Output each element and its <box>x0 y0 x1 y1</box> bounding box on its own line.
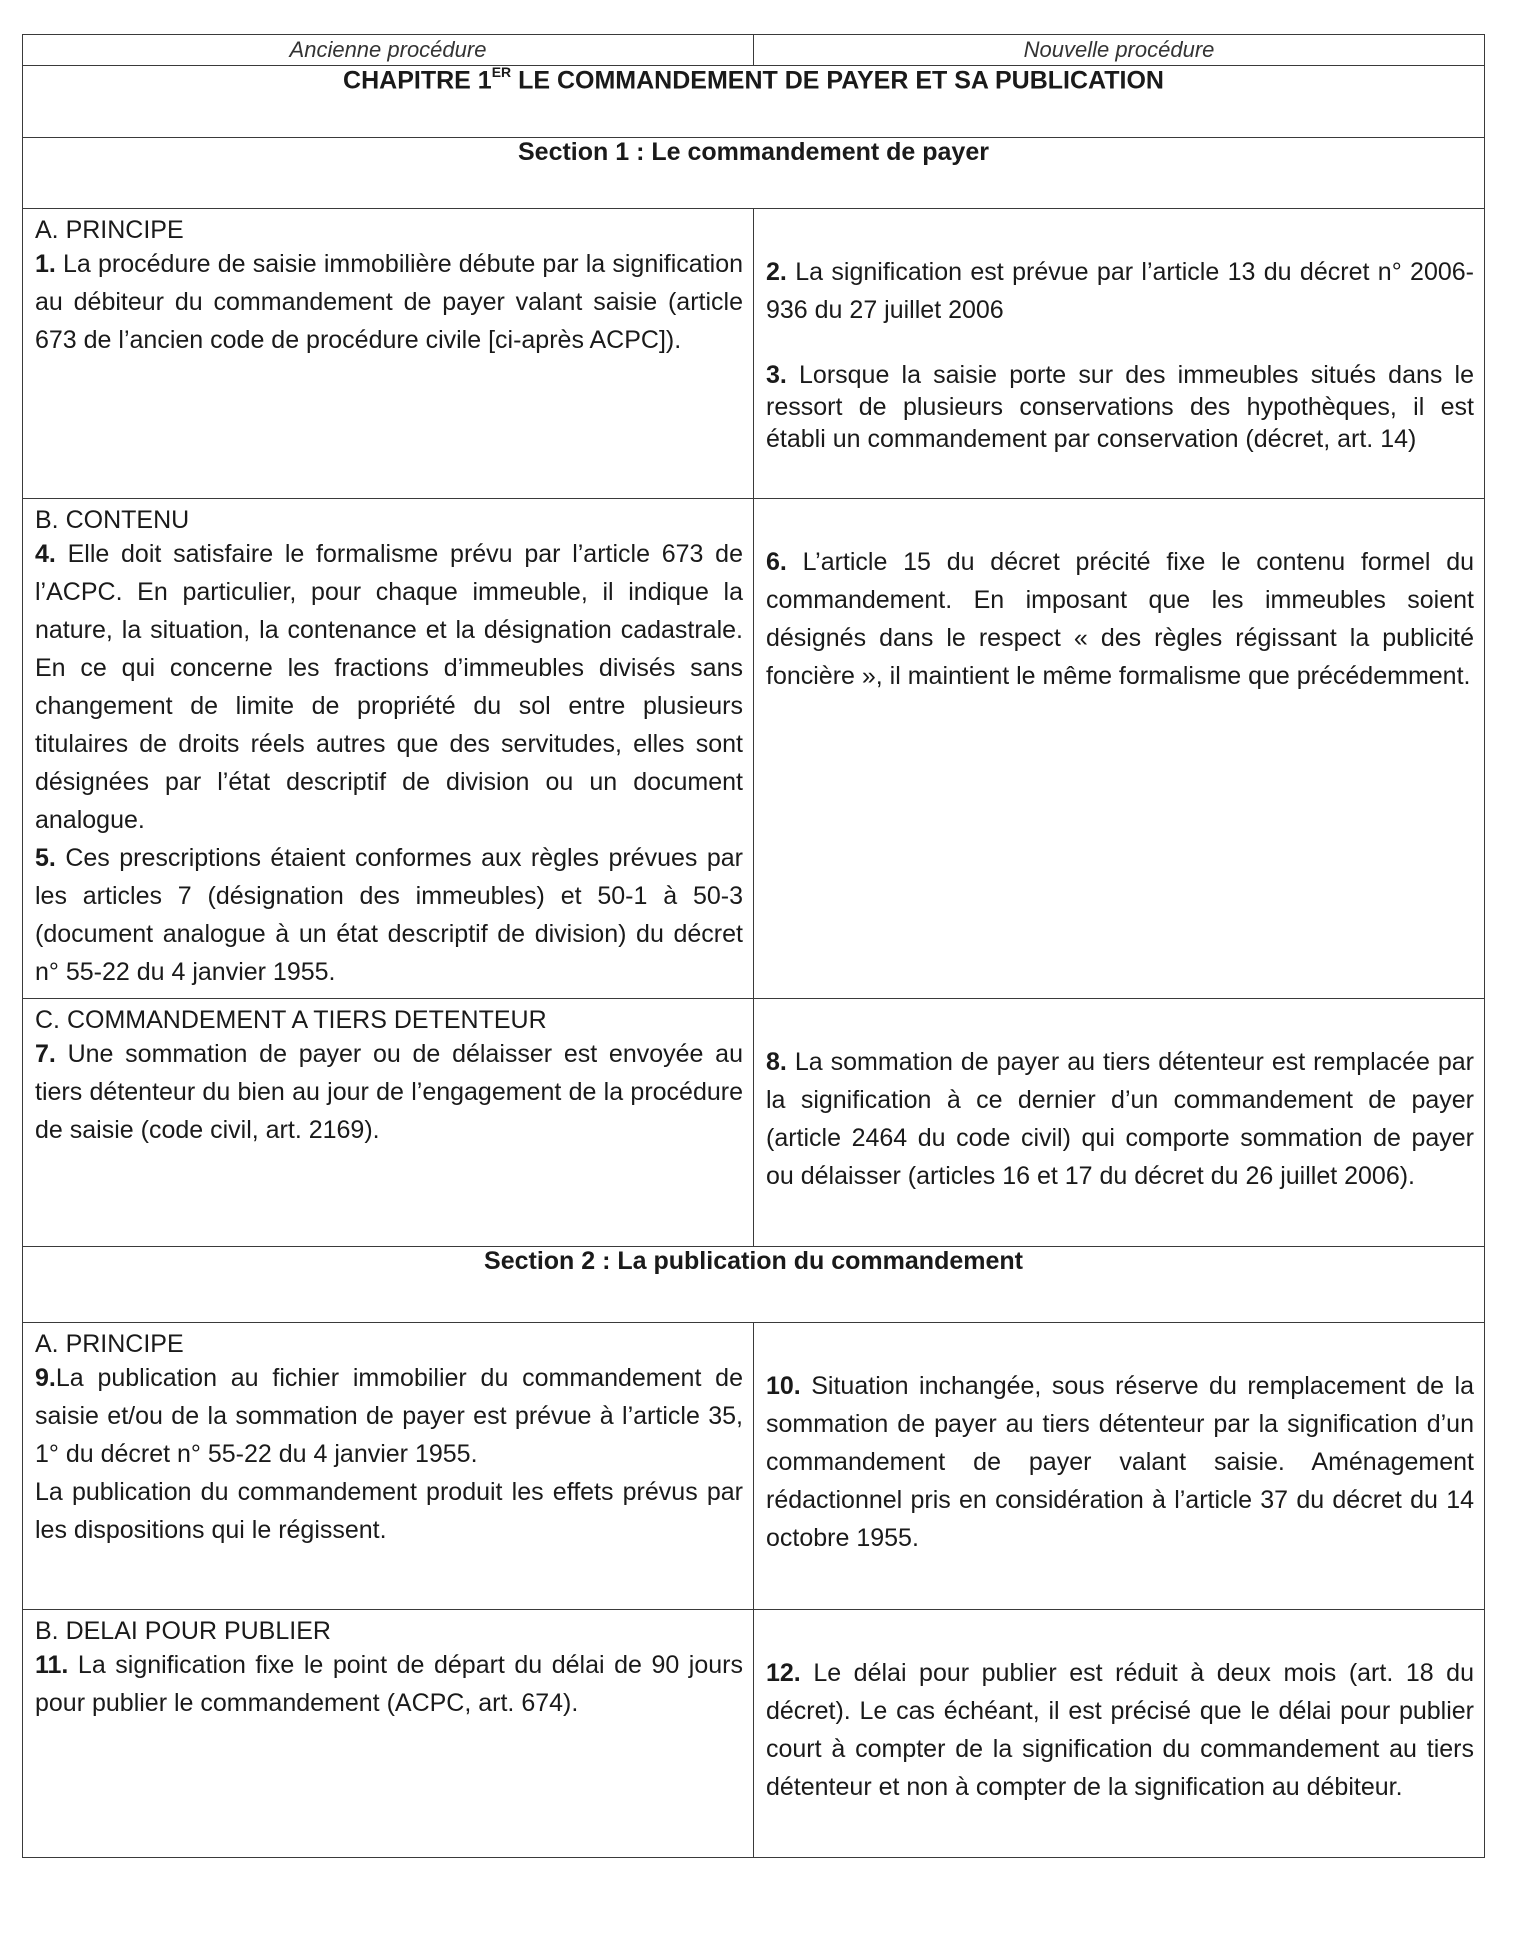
table-row <box>23 499 1485 999</box>
section-row <box>23 138 1485 209</box>
paragraph: La publication du commandement produit les effets prévus par les dispositions qui le régissent. <box>35 1478 743 1544</box>
new-procedure-cell <box>754 1610 1485 1858</box>
chapter-title: CHAPITRE 1ER LE COMMANDEMENT DE PAYER ET SA PUBLICATION <box>23 66 1485 138</box>
paragraph: 1. La procédure de saisie immobilière débute par la signification au débiteur du commandement de payer valant saisie (article 673 de l’ancien code de procédure civile [ci-après ACPC]). <box>35 250 743 354</box>
old-procedure-cell <box>23 499 754 999</box>
paragraph: 11. La signification fixe le point de départ du délai de 90 jours pour publier le commandement (ACPC, art. 674). <box>35 1651 743 1717</box>
new-procedure-cell <box>754 499 1485 999</box>
paragraph: 9.La publication au fichier immobilier du commandement de saisie et/ou de la sommation de payer est prévue à l’article 35, 1° du décret n° 55-22 du 4 janvier 1955. <box>35 1364 743 1468</box>
old-procedure-cell <box>23 1610 754 1858</box>
block-heading: A. PRINCIPE <box>35 216 184 244</box>
chapter-row <box>23 66 1485 138</box>
paragraph: 3. Lorsque la saisie porte sur des immeubles situés dans le ressort de plusieurs conservations des hypothèques, il est établi un commandement par conservation (décret, art. 14) <box>766 361 1474 453</box>
table-row <box>23 999 1485 1247</box>
table-row <box>23 1610 1485 1858</box>
old-procedure-cell <box>23 999 754 1247</box>
new-procedure-cell <box>754 999 1485 1247</box>
paragraph: 10. Situation inchangée, sous réserve du remplacement de la sommation de payer au tiers détenteur par la signification d’un commandement de payer valant saisie. Aménagement rédactionnel pris en considération à l’article 37 du décret du 14 octobre 1955. <box>766 1372 1474 1552</box>
table-row <box>23 1323 1485 1610</box>
block-heading: C. COMMANDEMENT A TIERS DETENTEUR <box>35 1006 547 1034</box>
column-header-row <box>23 35 1485 66</box>
section-title: Section 1 : Le commandement de payer <box>23 138 1485 209</box>
old-procedure-cell <box>23 1323 754 1610</box>
old-procedure-cell <box>23 209 754 499</box>
paragraph: 4. Elle doit satisfaire le formalisme prévu par l’article 673 de l’ACPC. En particulier, pour chaque immeuble, il indique la nature, la situation, la contenance et la désignation cadastrale. En ce qui concerne les fractions d’immeubles divisés sans changement de limite de propriété du sol entre plusieurs titulaires de droits réels autres que des servitudes, elles sont désignées par l’état descriptif de division ou un document analogue. <box>35 540 743 834</box>
section-title: Section 2 : La publication du commandement <box>23 1247 1485 1323</box>
section-row <box>23 1247 1485 1323</box>
paragraph: 7. Une sommation de payer ou de délaisser est envoyée au tiers détenteur du bien au jour de l’engagement de la procédure de saisie (code civil, art. 2169). <box>35 1040 743 1144</box>
new-procedure-cell <box>754 209 1485 499</box>
paragraph: 8. La sommation de payer au tiers détenteur est remplacée par la signification à ce dernier d’un commandement de payer (article 2464 du code civil) qui comporte sommation de payer ou délaisser (articles 16 et 17 du décret du 26 juillet 2006). <box>766 1048 1474 1190</box>
paragraph: 5. Ces prescriptions étaient conformes aux règles prévues par les articles 7 (désignation des immeubles) et 50-1 à 50-3 (document analogue à un état descriptif de division) du décret n° 55-22 du 4 janvier 1955. <box>35 844 743 986</box>
new-procedure-cell <box>754 1323 1485 1610</box>
paragraph: 6. L’article 15 du décret précité fixe le contenu formel du commandement. En imposant que les immeubles soient désignés dans le respect « des règles régissant la publicité foncière », il maintient le même formalisme que précédemment. <box>766 548 1474 690</box>
comparison-table <box>22 34 1485 1858</box>
table-row <box>23 209 1485 499</box>
block-heading: B. CONTENU <box>35 506 190 534</box>
block-heading: B. DELAI POUR PUBLIER <box>35 1617 331 1645</box>
paragraph: 2. La signification est prévue par l’article 13 du décret n° 2006-936 du 27 juillet 2006 <box>766 258 1474 324</box>
paragraph: 12. Le délai pour publier est réduit à deux mois (art. 18 du décret). Le cas échéant, il est précisé que le délai pour publier court à compter de la signification du commandement au tiers détenteur et non à compter de la signification au débiteur. <box>766 1659 1474 1801</box>
block-heading: A. PRINCIPE <box>35 1330 184 1358</box>
column-header-old: Ancienne procédure <box>23 35 754 66</box>
column-header-new: Nouvelle procédure <box>754 35 1485 66</box>
